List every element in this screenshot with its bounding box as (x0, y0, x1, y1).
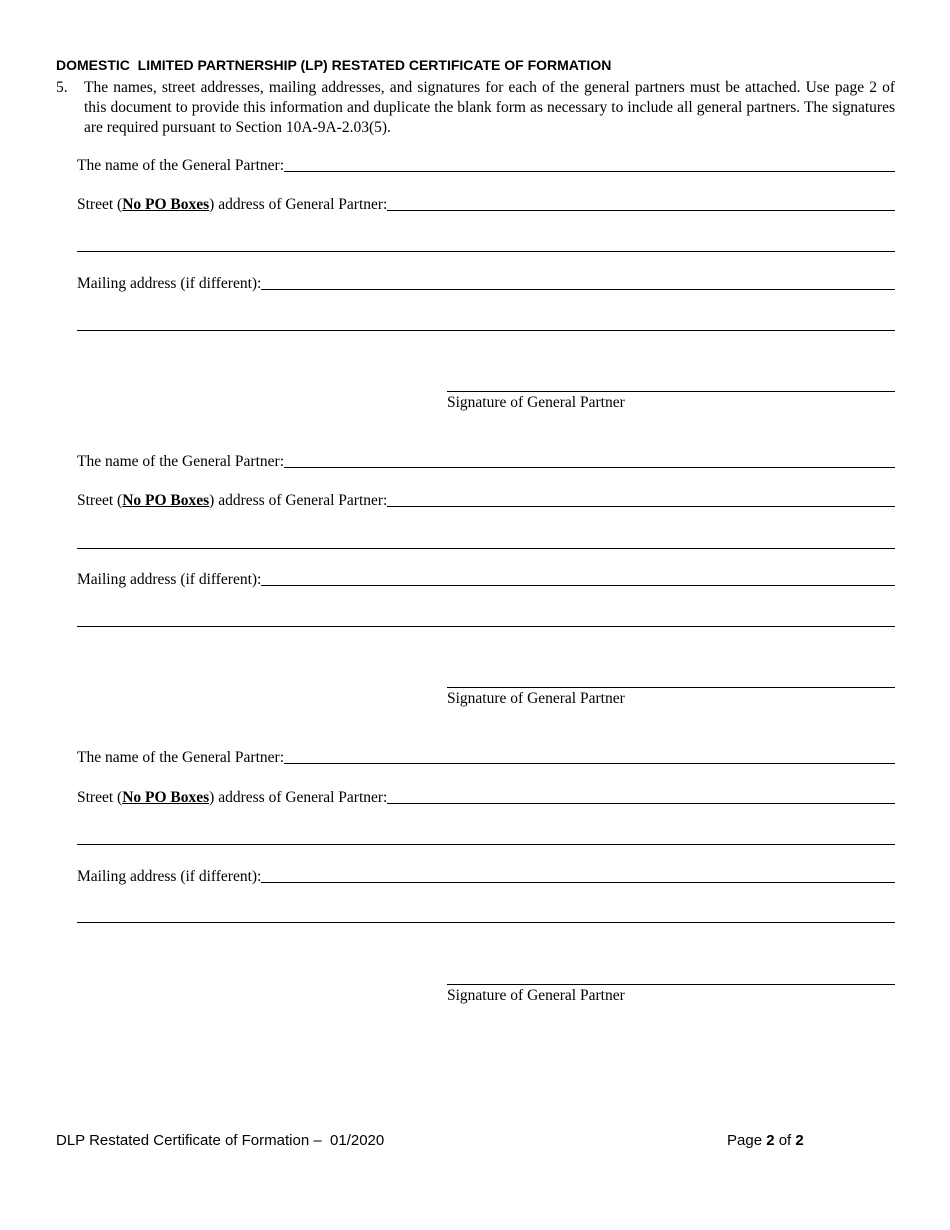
footer-page-number: Page 2 of 2 (727, 1132, 804, 1149)
instruction-item-5 (56, 78, 895, 138)
no-po-boxes-emphasis: No PO Boxes (122, 196, 210, 213)
mailing-address-field-line-2[interactable] (77, 330, 895, 331)
partner-name-field[interactable] (284, 171, 895, 172)
mailing-address-field[interactable] (261, 882, 895, 883)
mailing-address-label: Mailing address (if different): (77, 571, 262, 588)
partner-name-field[interactable] (284, 467, 895, 468)
partner-name-label: The name of the General Partner: (77, 749, 285, 766)
street-address-row (77, 490, 895, 510)
signature-field[interactable] (447, 984, 895, 985)
mailing-address-field-line-2[interactable] (77, 626, 895, 627)
mailing-address-row (77, 569, 895, 589)
street-address-label: Street (No PO Boxes) address of General Partner: (77, 789, 388, 806)
signature-field[interactable] (447, 687, 895, 688)
street-address-label: Street (No PO Boxes) address of General Partner: (77, 196, 388, 213)
street-address-row (77, 787, 895, 807)
item-text: The names, street addresses, mailing addresses, and signatures for each of the general partners must be attached. Use page 2 of this document to provide this information and duplicate the blank form as necessary to include all general partners. The signatures are required pursuant to Section 10A-9A-2.03(5). (84, 79, 895, 136)
signature-label: Signature of General Partner (447, 394, 625, 411)
form-title: DOMESTIC LIMITED PARTNERSHIP (LP) RESTATED CERTIFICATE OF FORMATION (56, 57, 612, 73)
signature-label: Signature of General Partner (447, 690, 625, 707)
mailing-address-label: Mailing address (if different): (77, 868, 262, 885)
signature-field[interactable] (447, 391, 895, 392)
partner-name-label: The name of the General Partner: (77, 157, 285, 174)
mailing-address-field-line-2[interactable] (77, 922, 895, 923)
mailing-address-field[interactable] (261, 289, 895, 290)
signature-label: Signature of General Partner (447, 987, 625, 1004)
street-address-row (77, 194, 895, 214)
partner-name-row (77, 747, 895, 767)
partner-name-row (77, 451, 895, 471)
no-po-boxes-emphasis: No PO Boxes (122, 789, 210, 806)
street-address-field[interactable] (387, 803, 895, 804)
mailing-address-field[interactable] (261, 585, 895, 586)
street-address-field[interactable] (387, 506, 895, 507)
mailing-address-row (77, 273, 895, 293)
street-address-label: Street (No PO Boxes) address of General Partner: (77, 492, 388, 509)
partner-name-field[interactable] (284, 763, 895, 764)
partner-name-label: The name of the General Partner: (77, 453, 285, 470)
mailing-address-row (77, 866, 895, 886)
street-address-field[interactable] (387, 210, 895, 211)
mailing-address-label: Mailing address (if different): (77, 275, 262, 292)
no-po-boxes-emphasis: No PO Boxes (122, 492, 210, 509)
street-address-field-line-2[interactable] (77, 548, 895, 549)
street-address-field-line-2[interactable] (77, 251, 895, 252)
partner-name-row (77, 155, 895, 175)
footer-form-name: DLP Restated Certificate of Formation – 01/2020 (56, 1132, 385, 1149)
item-number: 5. (56, 79, 68, 96)
street-address-field-line-2[interactable] (77, 844, 895, 845)
